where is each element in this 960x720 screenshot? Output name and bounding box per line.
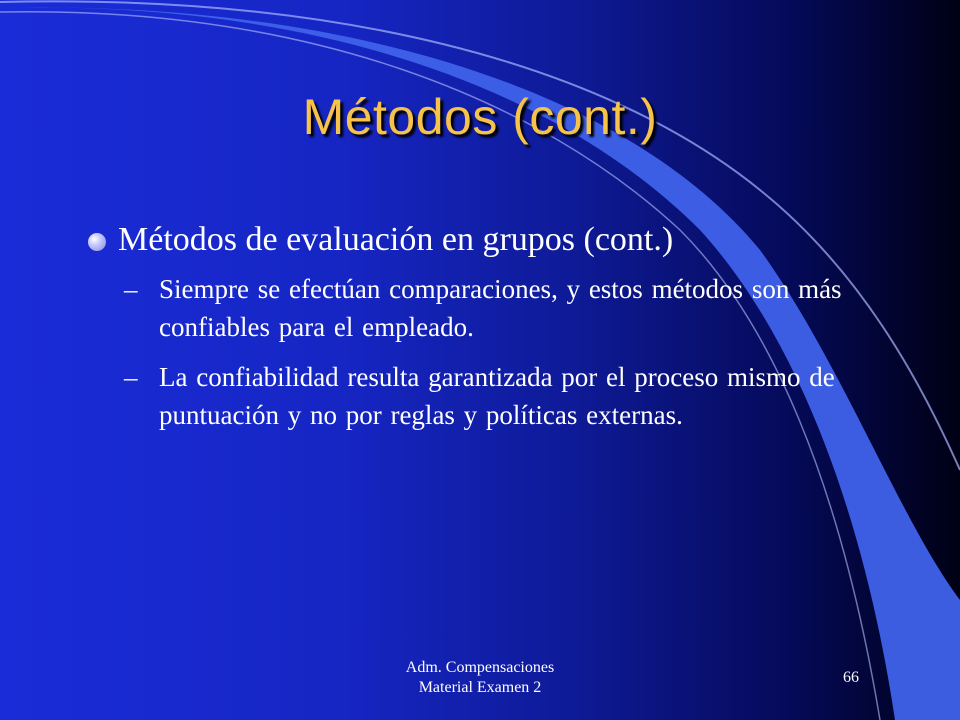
footer-line-2: Material Examen 2 <box>418 679 542 696</box>
slide-body <box>88 218 878 434</box>
slide-footer <box>310 658 650 698</box>
dash-icon: – <box>124 362 138 392</box>
sub-bullet-text: La confiabilidad resulta garantizada por el proceso mismo de puntuación y no por reglas y políticas externas. <box>159 362 835 430</box>
sub-bullet-item <box>124 270 878 346</box>
sub-bullet-text: Siempre se efectúan comparaciones, y estos métodos son más confiables para el empleado. <box>159 274 842 342</box>
slide-title: Métodos (cont.) <box>302 89 658 145</box>
page-number: 66 <box>843 669 859 686</box>
sub-bullet-item <box>124 358 878 434</box>
footer-line-1: Adm. Compensaciones <box>405 659 555 676</box>
bullet-text: Métodos de evaluación en grupos (cont.) <box>118 221 674 258</box>
bullet-dot-icon <box>88 233 106 251</box>
bullet-item <box>88 218 878 262</box>
dash-icon: – <box>124 274 138 304</box>
